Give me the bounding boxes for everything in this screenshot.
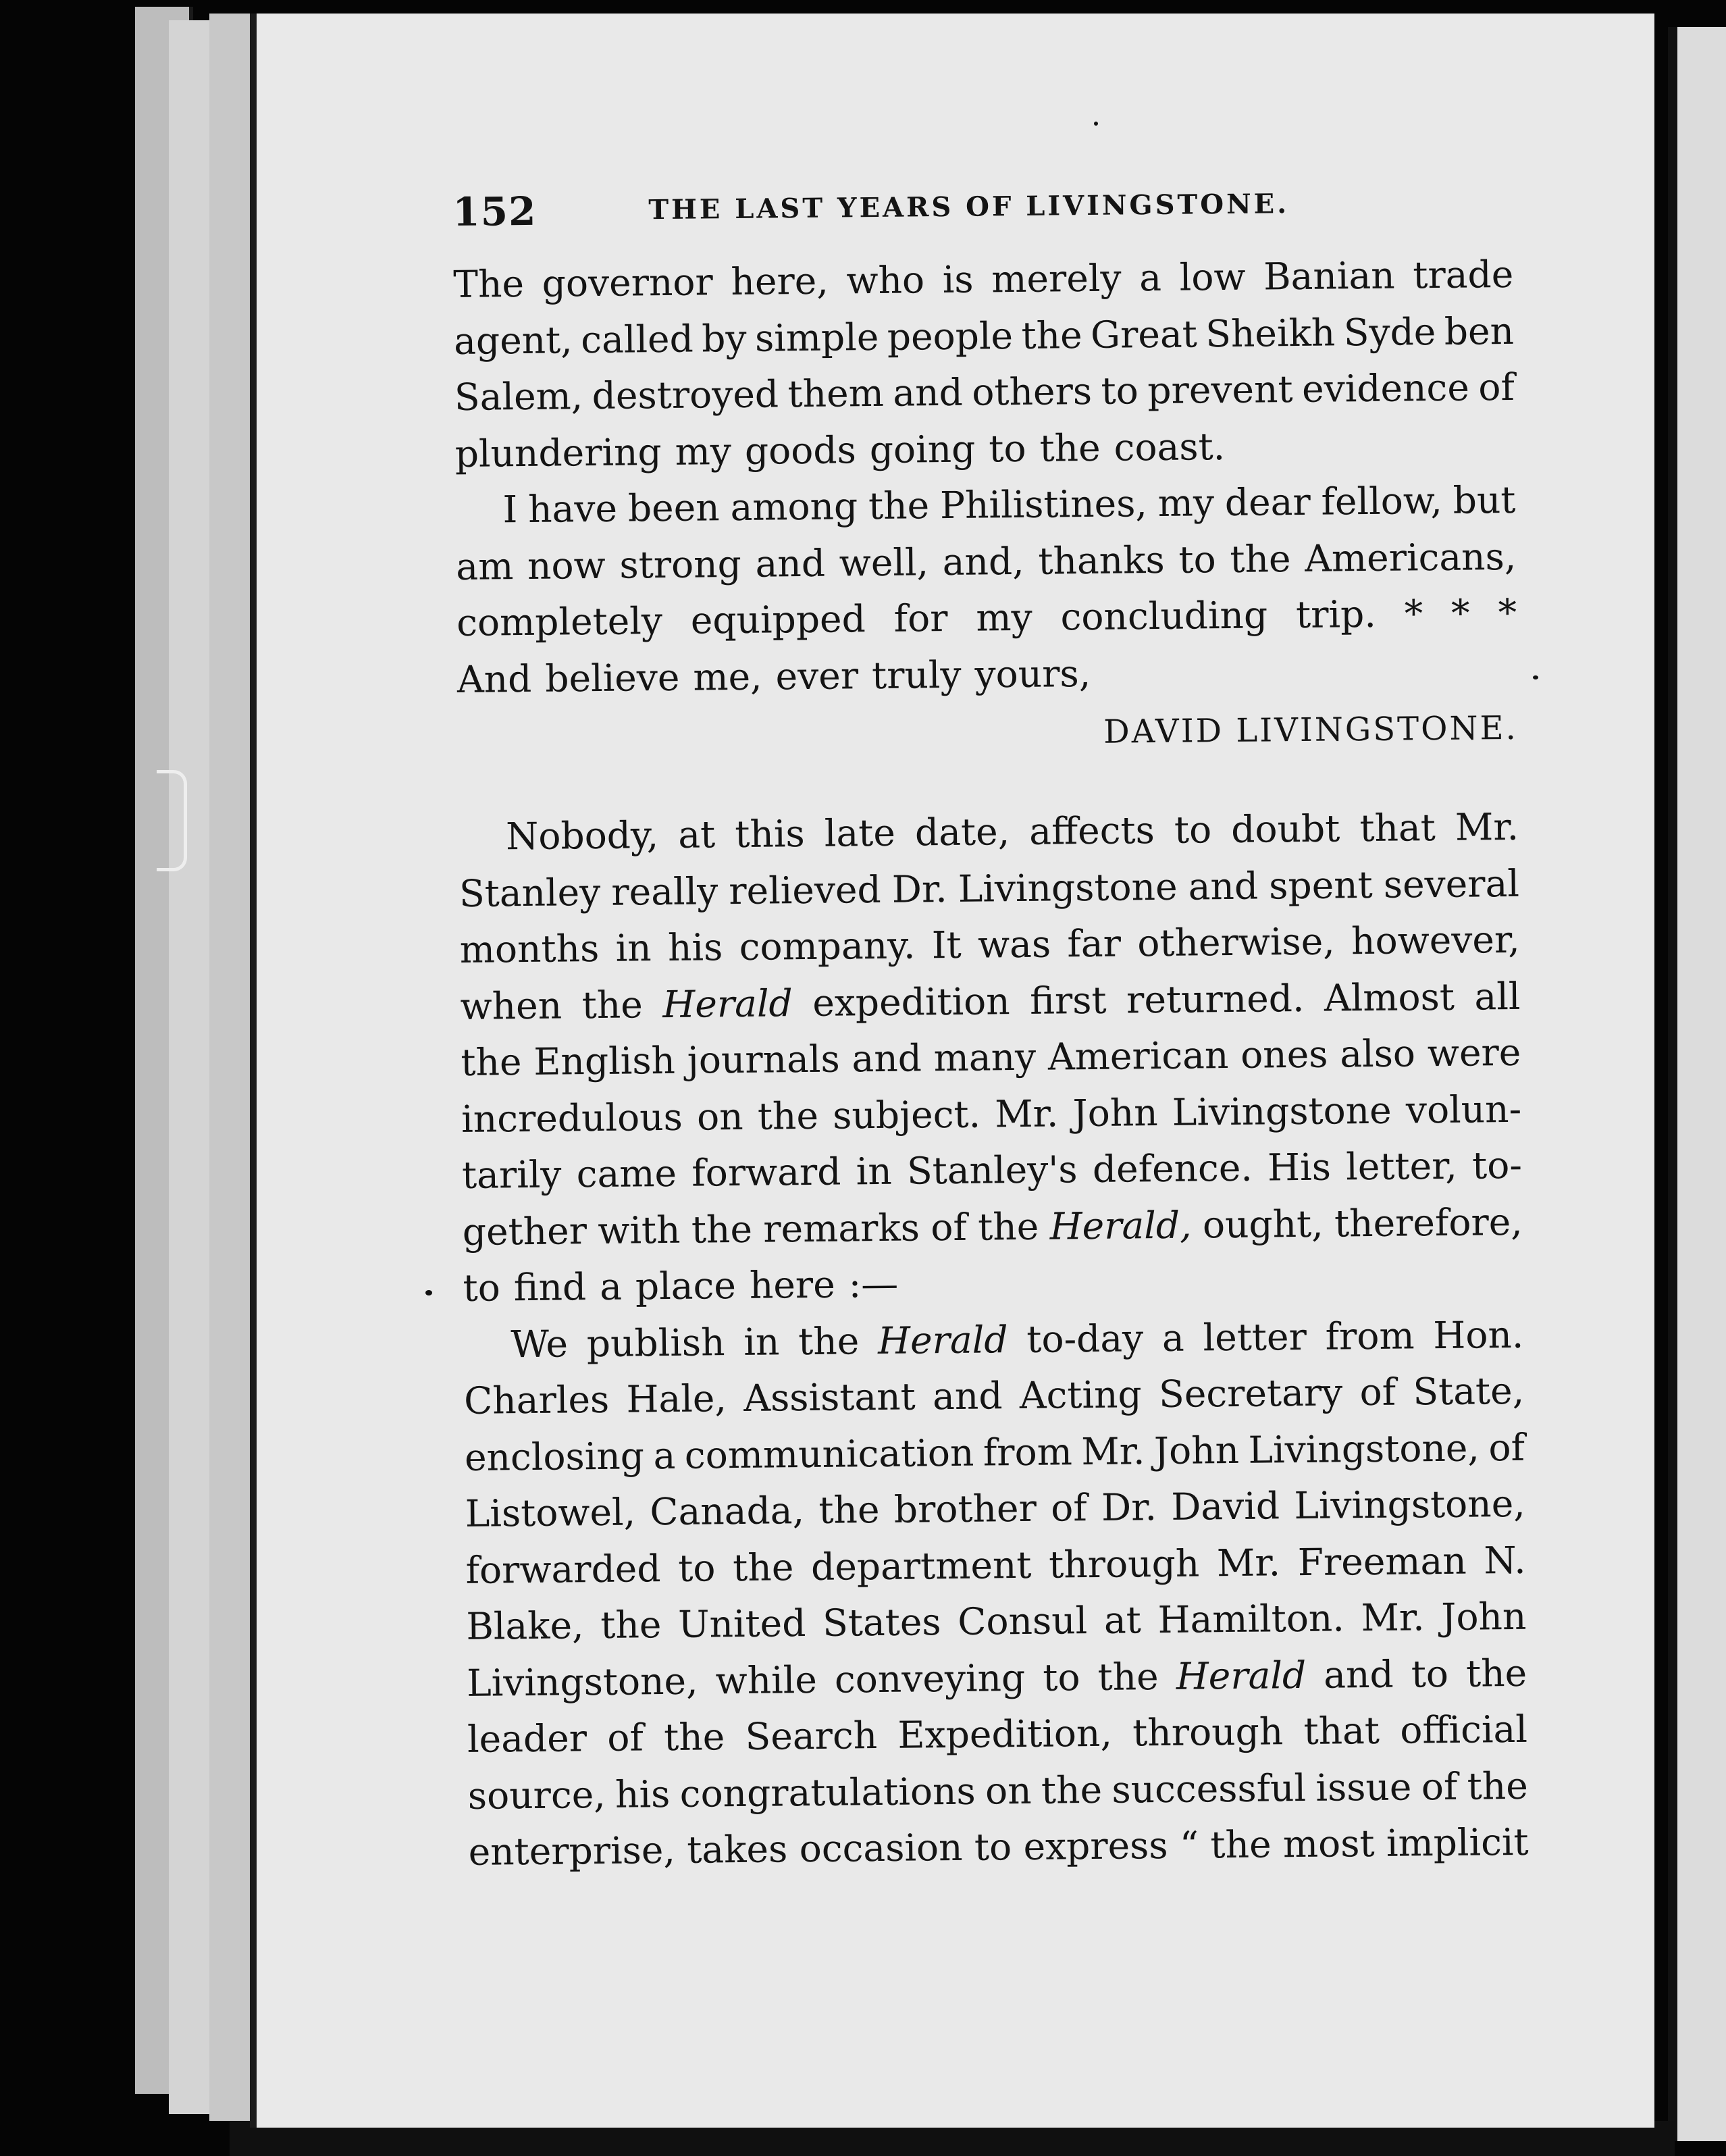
paragraph-commentary — [459, 799, 1523, 1317]
text-line: completely equipped for my concluding trip. * * * — [456, 590, 1517, 644]
text-line: months in his company. It was far otherwise, however, — [459, 917, 1520, 971]
text-line: source, his congratulations on the successful issue of the — [467, 1764, 1529, 1818]
paragraph-herald-quote — [463, 1306, 1529, 1880]
text-line: leader of the Search Expedition, through that official — [467, 1707, 1528, 1761]
text-line: enclosing a communication from Mr. John Livingstone, of — [464, 1425, 1525, 1479]
page-text-block — [452, 179, 1529, 1880]
running-title: THE LAST YEARS OF LIVINGSTONE. — [648, 188, 1290, 226]
text-line: We publish in the Herald to-day a letter from Hon. — [511, 1312, 1524, 1366]
text-line: The governor here, who is merely a low Banian trade — [453, 252, 1514, 306]
page-number: 152 — [452, 188, 537, 235]
text-line: am now strong and well, and, thanks to the Americans, — [456, 534, 1517, 588]
text-line: forwarded to the department through Mr. Freeman N. — [465, 1538, 1526, 1592]
signature: DAVID LIVINGSTONE. — [1103, 709, 1519, 751]
text-line: And believe me, ever truly yours, — [456, 651, 1091, 701]
text-line: plundering my goods going to the coast. — [454, 424, 1226, 476]
text-line: Listowel, Canada, the brother of Dr. David Livingstone, — [465, 1481, 1525, 1535]
paragraph-letter-end — [453, 247, 1515, 482]
ink-speck — [1533, 675, 1538, 679]
ink-speck — [1094, 122, 1098, 126]
text-line: agent, called by simple people the Great Sheikh Syde ben — [453, 309, 1515, 363]
text-line: incredulous on the subject. Mr. John Livingstone volun- — [461, 1087, 1522, 1141]
text-line: Blake, the United States Consul at Hamilton. Mr. John — [466, 1594, 1527, 1648]
paragraph-closing — [455, 472, 1517, 708]
text-line: Livingstone, while conveying to the Herald and to the — [466, 1651, 1527, 1705]
text-line: tarily came forward in Stanley's defence. His letter, to- — [461, 1143, 1523, 1197]
text-line: to find a place here :— — [463, 1262, 899, 1310]
text-line: Nobody, at this late date, affects to doubt that Mr. — [505, 804, 1519, 858]
ink-speck — [425, 1290, 432, 1295]
page-tab-mark — [157, 770, 187, 871]
text-line: Stanley really relieved Dr. Livingstone and spent several — [459, 861, 1520, 915]
book-page — [250, 14, 1654, 2128]
text-line: I have been among the Philistines, my dear fellow, but — [502, 478, 1516, 532]
facing-page-edge — [1668, 27, 1726, 2141]
text-line: Charles Hale, Assistant and Acting Secretary of State, — [463, 1368, 1525, 1422]
text-line: gether with the remarks of the Herald, ought, therefore, — [462, 1200, 1523, 1254]
text-line: enterprise, takes occasion to express “ the most implicit — [468, 1820, 1529, 1874]
text-line: Salem, destroyed them and others to prevent evidence of — [454, 365, 1515, 419]
text-line: the English journals and many American ones also were — [461, 1030, 1521, 1084]
running-head — [452, 179, 1513, 243]
text-line: when the Herald expedition first returned. Almost all — [460, 974, 1521, 1028]
